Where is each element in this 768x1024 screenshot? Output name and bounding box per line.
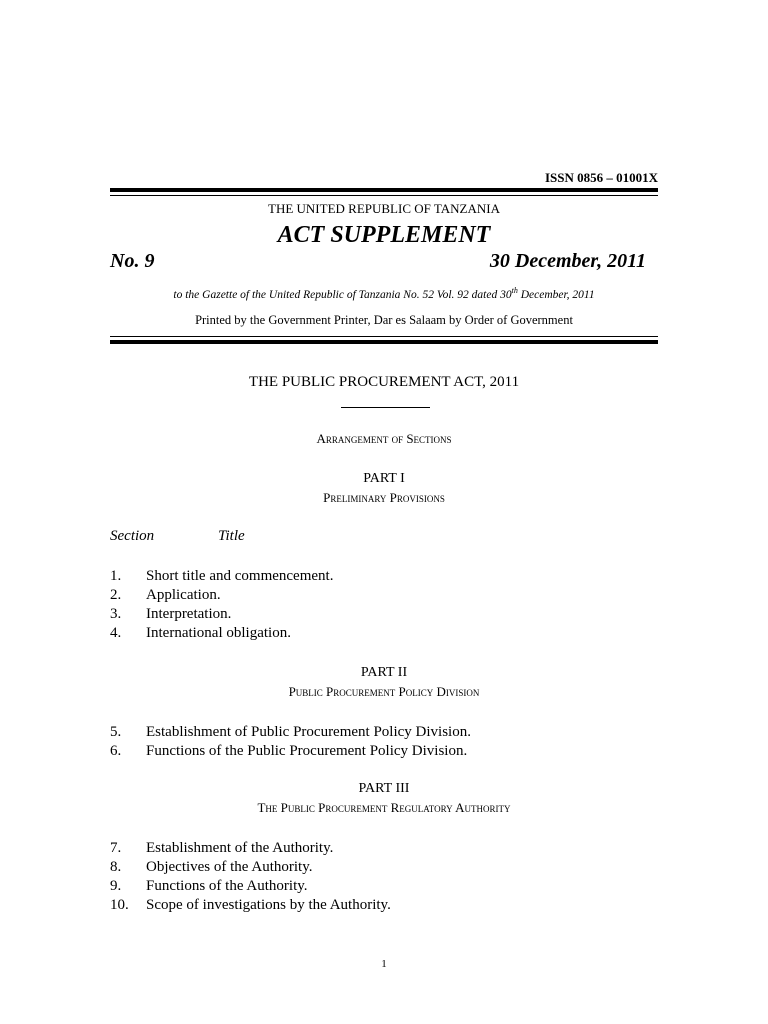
list-item [110,742,471,761]
gazette-reference [0,286,768,301]
part-heading: Public Procurement Policy Division [288,684,480,699]
gazette-text: to the Gazette of the United Republic of Tanzania No. 52 Vol. 92 dated 30 [173,288,512,301]
section-list [110,723,471,761]
part-label: PART I [363,471,405,486]
list-item [110,858,391,877]
issue-number: No. 9 [110,250,155,272]
section-list [110,567,333,643]
list-item [110,624,333,643]
section-title: Short title and commencement. [146,568,334,584]
part-label: PART II [360,665,408,680]
divider-rule-thick [110,340,658,344]
part-heading: The Public Procurement Regulatory Authority [257,800,511,815]
section-number: 7. [110,840,122,856]
supplement-title: ACT SUPPLEMENT [277,222,491,248]
section-number: 9. [110,878,122,894]
gazette-text-end: December, 2011 [517,288,595,301]
section-number: 2. [110,587,122,603]
part-label: PART III [358,781,410,796]
title-column-label: Title [218,528,245,544]
section-title: International obligation. [146,625,291,641]
printer-statement: Printed by the Government Printer, Dar es Salaam by Order of Government [195,313,573,327]
section-title: Objectives of the Authority. [146,859,313,875]
section-number: 4. [110,625,122,641]
section-title: Establishment of Public Procurement Policy Division. [146,724,471,740]
divider-rule-thin [110,336,658,337]
section-title: Interpretation. [146,606,232,622]
list-item [110,839,391,858]
act-title: THE PUBLIC PROCUREMENT ACT, 2011 [248,374,520,390]
issue-date: 30 December, 2011 [489,250,646,272]
list-item [110,567,333,586]
gazette-superscript: th [511,286,518,295]
section-column-label: Section [110,528,155,544]
section-title: Functions of the Public Procurement Policy Division. [146,743,468,759]
header-rule-thin [110,195,658,196]
section-title: Establishment of the Authority. [146,840,334,856]
section-title: Application. [146,587,221,603]
part-heading: Preliminary Provisions [323,490,445,505]
header-rule-thick [110,188,658,192]
arrangement-heading: Arrangement of Sections [316,431,452,446]
republic-name: THE UNITED REPUBLIC OF TANZANIA [268,201,500,216]
section-number: 10. [110,897,129,913]
act-title-underline [341,407,430,408]
issn-number: ISSN 0856 – 01001X [544,170,658,185]
section-title: Scope of investigations by the Authority. [146,897,391,913]
list-item [110,605,333,624]
section-number: 8. [110,859,122,875]
page-number: 1 [381,958,387,970]
section-number: 1. [110,568,122,584]
list-item [110,723,471,742]
section-title: Functions of the Authority. [146,878,308,894]
section-number: 5. [110,724,122,740]
list-item [110,896,391,915]
list-item [110,877,391,896]
list-item [110,586,333,605]
section-number: 3. [110,606,122,622]
section-number: 6. [110,743,122,759]
section-list [110,839,391,915]
